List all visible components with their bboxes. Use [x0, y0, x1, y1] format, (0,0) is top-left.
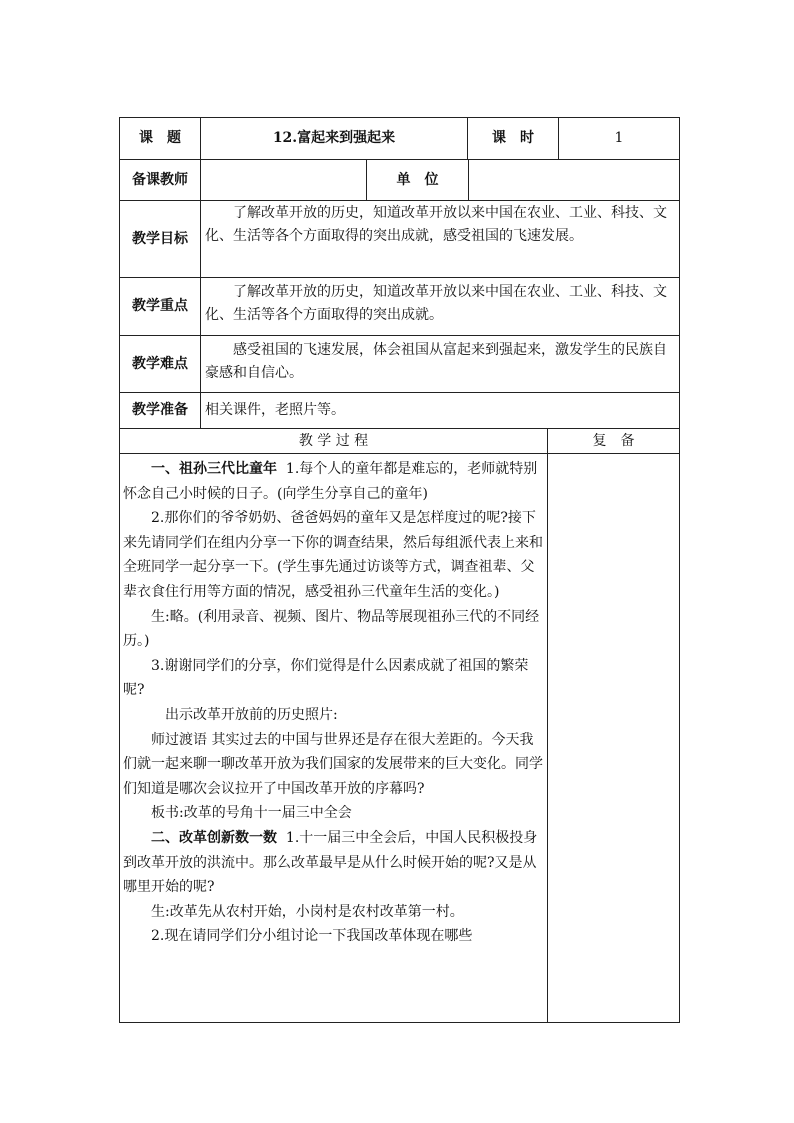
teacher-label: 备课教师 — [132, 171, 188, 188]
section2-title: 二、改革创新数一数 — [151, 829, 277, 846]
process-p2: 2.那你们的爷爷奶奶、爸爸妈妈的童年又是怎样度过的呢?接下来先请同学们在组内分享一下你的调查结果，然后每组派代表上来和全班同学一起分享一下。(学生事先通过访谈等方式，调查祖辈、父辈衣食住行用等方面的情况，感受祖孙三代童年生活的变化。) — [123, 510, 543, 600]
col-review-divider — [547, 428, 548, 1023]
rule-3 — [119, 277, 680, 278]
rule-4 — [119, 335, 680, 336]
border-bottom — [119, 1022, 680, 1023]
prep-label: 教学准备 — [132, 402, 188, 418]
topic-label: 课 题 — [139, 130, 181, 146]
difficulty-text-cell — [205, 339, 675, 391]
period-label: 课 时 — [492, 130, 534, 146]
goal-text-cell — [205, 202, 675, 276]
goal-text: 了解改革开放的历史，知道改革开放以来中国在农业、工业、科技、文化、生活等各个方面取得的突出成就，感受祖国的飞速发展。 — [205, 205, 667, 244]
process-p7: 板书:改革的号角十一届三中全会 — [151, 805, 352, 822]
review-body — [551, 457, 675, 1019]
process-p9: 生:改革先从农村开始，小岗村是农村改革第一村。 — [151, 903, 464, 920]
difficulty-label: 教学难点 — [132, 355, 188, 372]
unit-label: 单 位 — [396, 171, 439, 188]
key-text: 了解改革开放的历史，知道改革开放以来中国在农业、工业、科技、文化、生活等各个方面取得的突出成就。 — [205, 284, 667, 323]
key-label: 教学重点 — [132, 298, 188, 314]
section1-title: 一、祖孙三代比童年 — [151, 461, 277, 477]
process-p6: 师过渡语 其实过去的中国与世界还是存在很大差距的。今天我们就一起来聊一聊改革开放为我们国家的发展带来的巨大变化。同学们知道是哪次会议拉开了中国改革开放的序幕吗? — [123, 731, 543, 797]
rule-5 — [119, 392, 680, 393]
process-p5: 出示改革开放前的历史照片: — [165, 706, 338, 723]
teacher-value — [201, 160, 366, 200]
prep-text: 相关课件，老照片等。 — [205, 402, 345, 418]
border-right — [679, 117, 680, 1023]
review-label: 复 备 — [592, 432, 635, 449]
period-value: 1 — [614, 130, 624, 146]
process-label: 教 学 过 程 — [298, 432, 369, 449]
process-p10: 2.现在请同学们分小组讨论一下我国改革体现在哪些 — [151, 928, 473, 945]
process-p1: 1.每个人的童年都是难忘的，老师就特别怀念自己小时候的日子。(向学生分享自己的童年) — [123, 461, 538, 502]
difficulty-text: 感受祖国的飞速发展，体会祖国从富起来到强起来，激发学生的民族自豪感和自信心。 — [205, 342, 667, 381]
key-text-cell — [205, 281, 675, 333]
goal-label: 教学目标 — [132, 230, 188, 247]
rule-2 — [119, 200, 680, 201]
unit-value — [469, 160, 679, 200]
process-p3: 生:略。(利用录音、视频、图片、物品等展现祖孙三代的不同经历。) — [123, 608, 540, 650]
process-body — [123, 457, 543, 1019]
prep-text-cell — [205, 399, 675, 425]
process-p4: 3.谢谢同学们的分享，你们觉得是什么因素成就了祖国的繁荣呢? — [123, 657, 529, 699]
rule-7 — [119, 453, 680, 454]
process-p8: 1.十一届三中全会后，中国人民积极投身到改革开放的洪流中。那么改革最早是从什么时候开始的呢?又是从哪里开始的呢? — [123, 829, 538, 896]
section2-paragraph — [123, 826, 543, 900]
topic-value: 12.富起来到强起来 — [272, 130, 396, 146]
section1-paragraph — [123, 457, 543, 506]
